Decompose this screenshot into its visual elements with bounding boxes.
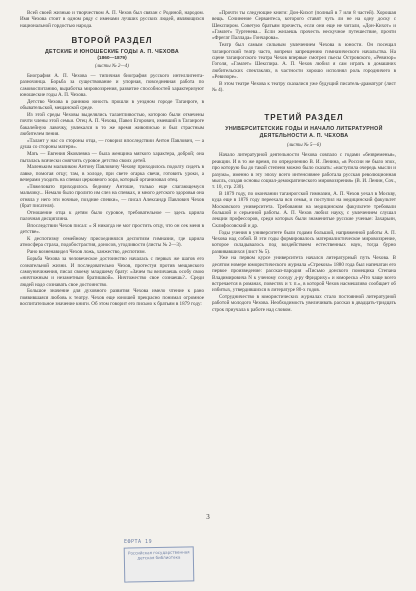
paragraph: Маленьким мальчиком Антону Павловичу Чехову приходилось подолгу сидеть в лавке, помогая отцу; там, в холоде, при свете огарка свечи, готовить уроки, а вечерами уходить на спевки церковного хора, который организовал отец. xyxy=(20,164,204,184)
paragraph: Впоследствии Чехов писал: « Я никогда не мог простить отцу, что он сек меня в детстве». xyxy=(20,222,204,236)
right-column xyxy=(212,10,396,314)
page-number: 3 xyxy=(206,513,210,521)
paragraph: Начало литературной деятельности Чехова совпало с годами «безвременья», реакции. И в то же время, по определению В. И. Ленина, «в России не было эпох, про которую бы до такой степени можно было сказать: «наступила очередь мысли и разума», именно в эту эпоху всего интенсивнее работала русская революционная мысль, создав основы социал-демократического мировоззрения» (В. И. Ленин, Соч., т. 10, стр. 230). xyxy=(212,152,396,191)
paragraph: К деспотизму семейному присоединялся деспотизм гимназии, где царила атмосфера страха, подобострастия, доносов, угодливости (листы № 2—3). xyxy=(20,236,204,249)
paragraph: Уже на первом курсе университета начался литературный путь Чехова. В десятом номере юмористического журнала «Стрекоза» 1880 года был напечатан его первое произведение: рассказ-пародия «Письмо донского помещика Степана Владимировича N к ученому соседу д-ру Фридриху» и юмореска «Что чаще всего встречается в романах, повестях и т. п.», в которой Чехов насмешливо сообщает об избитых, утвердившихся в литературе 80-х годов. xyxy=(212,255,396,294)
paragraph: Отношение отца к детям было суровое, требовательное — здесь царила палочная дисциплина. xyxy=(20,209,204,223)
section-sheets: (листы № 5—6) xyxy=(287,143,321,149)
section-subtitle: УНИВЕРСИТЕТСКИЕ ГОДЫ И НАЧАЛО ЛИТЕРАТУРНОЙ ДЕЯТЕЛЬНОСТИ А. П. ЧЕХОВА xyxy=(225,126,383,140)
paragraph: Сотрудничество в юмористических журналах стало постоянной литературной работой молодого Чехова. Необходимость увеличивать рассказ в двадцать-тридцать строк приучала к работе над словом. xyxy=(212,294,396,313)
paragraph: Рано возненавидел Чехов ложь, ханжество, деспотизм. xyxy=(27,249,146,256)
paragraph: «Тяжеловато приходилось бедному Антоше, только еще слагающемуся мальчику... Немало было пролито им слез на спевках, и много детского здоровья она отняла у него эти ночные, поздние спевки», — писал Александр Павлович Чехов (брат писателя). xyxy=(20,183,204,209)
paragraph: Театр был самым сильным увлечением Чехова в юности. Он посещал таганрогский театр часто, вопреки запрещению гимназического начальства. На сцене таганрогского театра Чехов впервые смотрел пьесы Островского, «Ревизор» Гоголя, «Гамлет» Шекспира. А. П. Чехов любил я сам играть в домашних любительских спектаклях, в частности хорошо исполнял роль городничего в «Ревизоре». xyxy=(212,42,396,80)
paragraph: Борьба Чехова за человеческое достоинство началась с первых же шагов его сознательной жизни. И последовательно Чехов, протестуя против мещанского самоуничижения, писал своему младшему брату: «Зачем ты величаешь особу свою «ничтожным и незаметным братишкой». Ничтожество свое сознаешь?.. Среди людей надо сознавать свое достоинство. xyxy=(20,256,204,288)
paragraph: Большое значение для духовного развития Чехова имело чтение к рано появившаяся любовь к театру. Чехов еще юношей прекрасно понимал огромное воспитательное значение книги. Об этом говорит его письмо к братьям в 1879 году: xyxy=(20,288,204,308)
paragraph: Годы учения в университете были годами большой, напряженной работы А. П. Чехова над собой. В эти годы формировалось материалистическое мировоззрение, которое складывалось под воздействием естественных наук, тогда бурно развивавшихся (лист № 5). xyxy=(212,229,396,255)
section-title: ТРЕТИЙ РАЗДЕЛ xyxy=(264,113,344,123)
section-years: (1860—1879) xyxy=(97,56,127,62)
paragraph: Мать — Евгения Яковлевна — была женщина мягкого характера, доброй; она пыталась всячески смягчить суровое детство своих детей. xyxy=(20,151,204,164)
paragraph: Детство Чехова в раннюю юность прошли в уездном городе Таганроге, в обывательской, мещанской среде. xyxy=(20,98,204,112)
section-subtitle: ДЕТСКИЕ И ЮНОШЕСКИЕ ГОДЫ А. П. ЧЕХОВА xyxy=(44,49,179,56)
paragraph: Биография А. П. Чехова — типичная биография русского интеллигента-разночинца. Борьба за существование и упорная, повседневная работа по самовоспитанию, выработка мировоззрения, развитие способностей характеризуют юношеские годы А. П. Чехова. xyxy=(20,73,204,99)
left-column xyxy=(20,10,204,308)
library-stamp xyxy=(124,546,195,582)
library-stamp-text: Российская государственная детская библиотека xyxy=(127,549,190,561)
section-sheets: (листы № 2—4) xyxy=(95,64,129,70)
paragraph: «Прочти ты следующие книги: Дон-Кихот (полный в 7 или 8 частей). Хорошая вещь. Сочинение Сервантеса, которого ставят чуть ли не на одну доску с Шекспиром. Советую братьям прочесть, если они еще не читали, «Дон-Кихот» и «Гамлет» Тургенева... Если желаешь прочесть нескучное путешествие, прочти «Фрегат Паллада» Гончарова». xyxy=(212,10,396,42)
library-stamp-code: ЕФРТА 19 xyxy=(124,539,153,545)
paragraph: В этом театре Чехова к театру сказалися уже будущий писатель-драматург (лист № 4). xyxy=(212,80,396,94)
paragraph: «Талант у нас со стороны отца, — говорил впоследствии Антон Павлович, — а душа со стороны матери». xyxy=(20,137,204,151)
paragraph: Всей своей жизнью и творчеством А. П. Чехов был связан с Родиной, народом. Имя Чехова стоит в одном ряду с именами лучших русских людей, являющихся национальной гордостью народа. xyxy=(20,10,204,29)
paragraph: В 1879 году, по окончании таганрогской гимназии, А. П. Чехов уехал в Москву, куда еще в 1876 году переехала вся семья, и поступил на медицинский факультет Московского университета. Требования на медицинском факультете требовали большой и серьезной работы. А. П. Чехов любил науку, с увлечением слушал лекции профессоров, среди которых были знаменитые русские ученые: Захарьин, Склифосовский и др. xyxy=(212,191,396,229)
paragraph: Из этой среды Чеховы выделялись талантливостью, которою были отмечены почти члены этой семьи. Отец А. П. Чехова, Павел Егорович, имевший в Таганроге бакалейную лавочку, увлекался в то же время живописью и был страстным любителем пения. xyxy=(20,112,204,138)
section-title: ВТОРОЙ РАЗДЕЛ xyxy=(71,36,153,46)
